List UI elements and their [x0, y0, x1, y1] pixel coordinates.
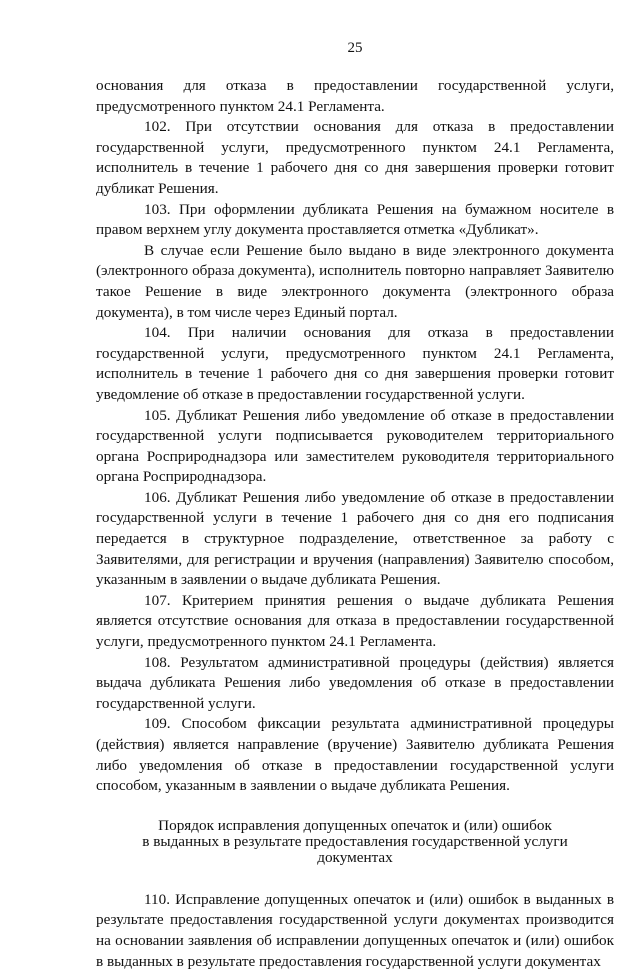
- paragraph-105: 105. Дубликат Решения либо уведомление об отказе в предоставлении государственной услуги подписывается руководителем территориального органа Росприроднадзора или заместителем руководителя территориального органа Росприроднадзора.: [96, 406, 614, 486]
- paragraph-continuation: основания для отказа в предоставлении государственной услуги, предусмотренного пунктом 24.1 Регламента.: [96, 77, 614, 115]
- paragraph-103: 103. При оформлении дубликата Решения на бумажном носителе в правом верхнем углу документа проставляется отметка «Дубликат».: [96, 200, 614, 239]
- paragraph-104: 104. При наличии основания для отказа в предоставлении государственной услуги, предусмотренного пунктом 24.1 Регламента, исполнитель в течение 1 рабочего дня со дня завершения проверки готовит уведомление об отказе в предоставлении государственной услуги.: [96, 324, 614, 403]
- section-heading: [116, 818, 594, 866]
- section-heading-line-3: документах: [317, 848, 393, 866]
- paragraph-103-electronic: В случае если Решение было выдано в виде электронного документа (электронного образа документа), исполнитель повторно направляет Заявителю такое Решение в виде электронного документа (электронного образа документа), в том числе через Единый портал.: [96, 241, 614, 321]
- paragraph-106: 106. Дубликат Решения либо уведомление об отказе в предоставлении государственной услуги в течение 1 рабочего дня со дня его подписания передается в структурное подразделение, ответственное за работу с Заявителями, для регистрации и вручения (направления) Заявителю способом, указанным в заявлении о выдаче дубликата Решения.: [96, 488, 614, 589]
- paragraph-109: 109. Способом фиксации результата административной процедуры (действия) является направление (вручение) Заявителю дубликата Решения либо уведомления об отказе в предоставлении государственной услуги способом, указанным в заявлении о выдаче дубликата Решения.: [96, 715, 614, 795]
- paragraph-110: 110. Исправление допущенных опечаток и (или) ошибок в выданных в результате предоставления государственной услуги документах производится на основании заявления об исправлении допущенных опечаток и (или) ошибок в выданных в результате предоставления государственной услуги документах: [96, 890, 614, 970]
- paragraph-107: 107. Критерием принятия решения о выдаче дубликата Решения является отсутствие основания для отказа в предоставлении государственной услуги, предусмотренного пунктом 24.1 Регламента.: [96, 591, 614, 651]
- section-heading-line-1: Порядок исправления допущенных опечаток и (или) ошибок: [158, 816, 552, 834]
- document-page: [96, 38, 614, 972]
- paragraph-108: 108. Результатом административной процедуры (действия) является выдача дубликата Решения либо уведомления об отказе в предоставлении государственной услуги.: [96, 653, 614, 712]
- section-heading-line-2: в выданных в результате предоставления государственной услуги: [142, 832, 568, 850]
- page-number: 25: [347, 40, 363, 56]
- paragraph-102: 102. При отсутствии основания для отказа в предоставлении государственной услуги, предусмотренного пунктом 24.1 Регламента, исполнитель в течение 1 рабочего дня со дня завершения проверки готовит дубликат Решения.: [96, 118, 614, 197]
